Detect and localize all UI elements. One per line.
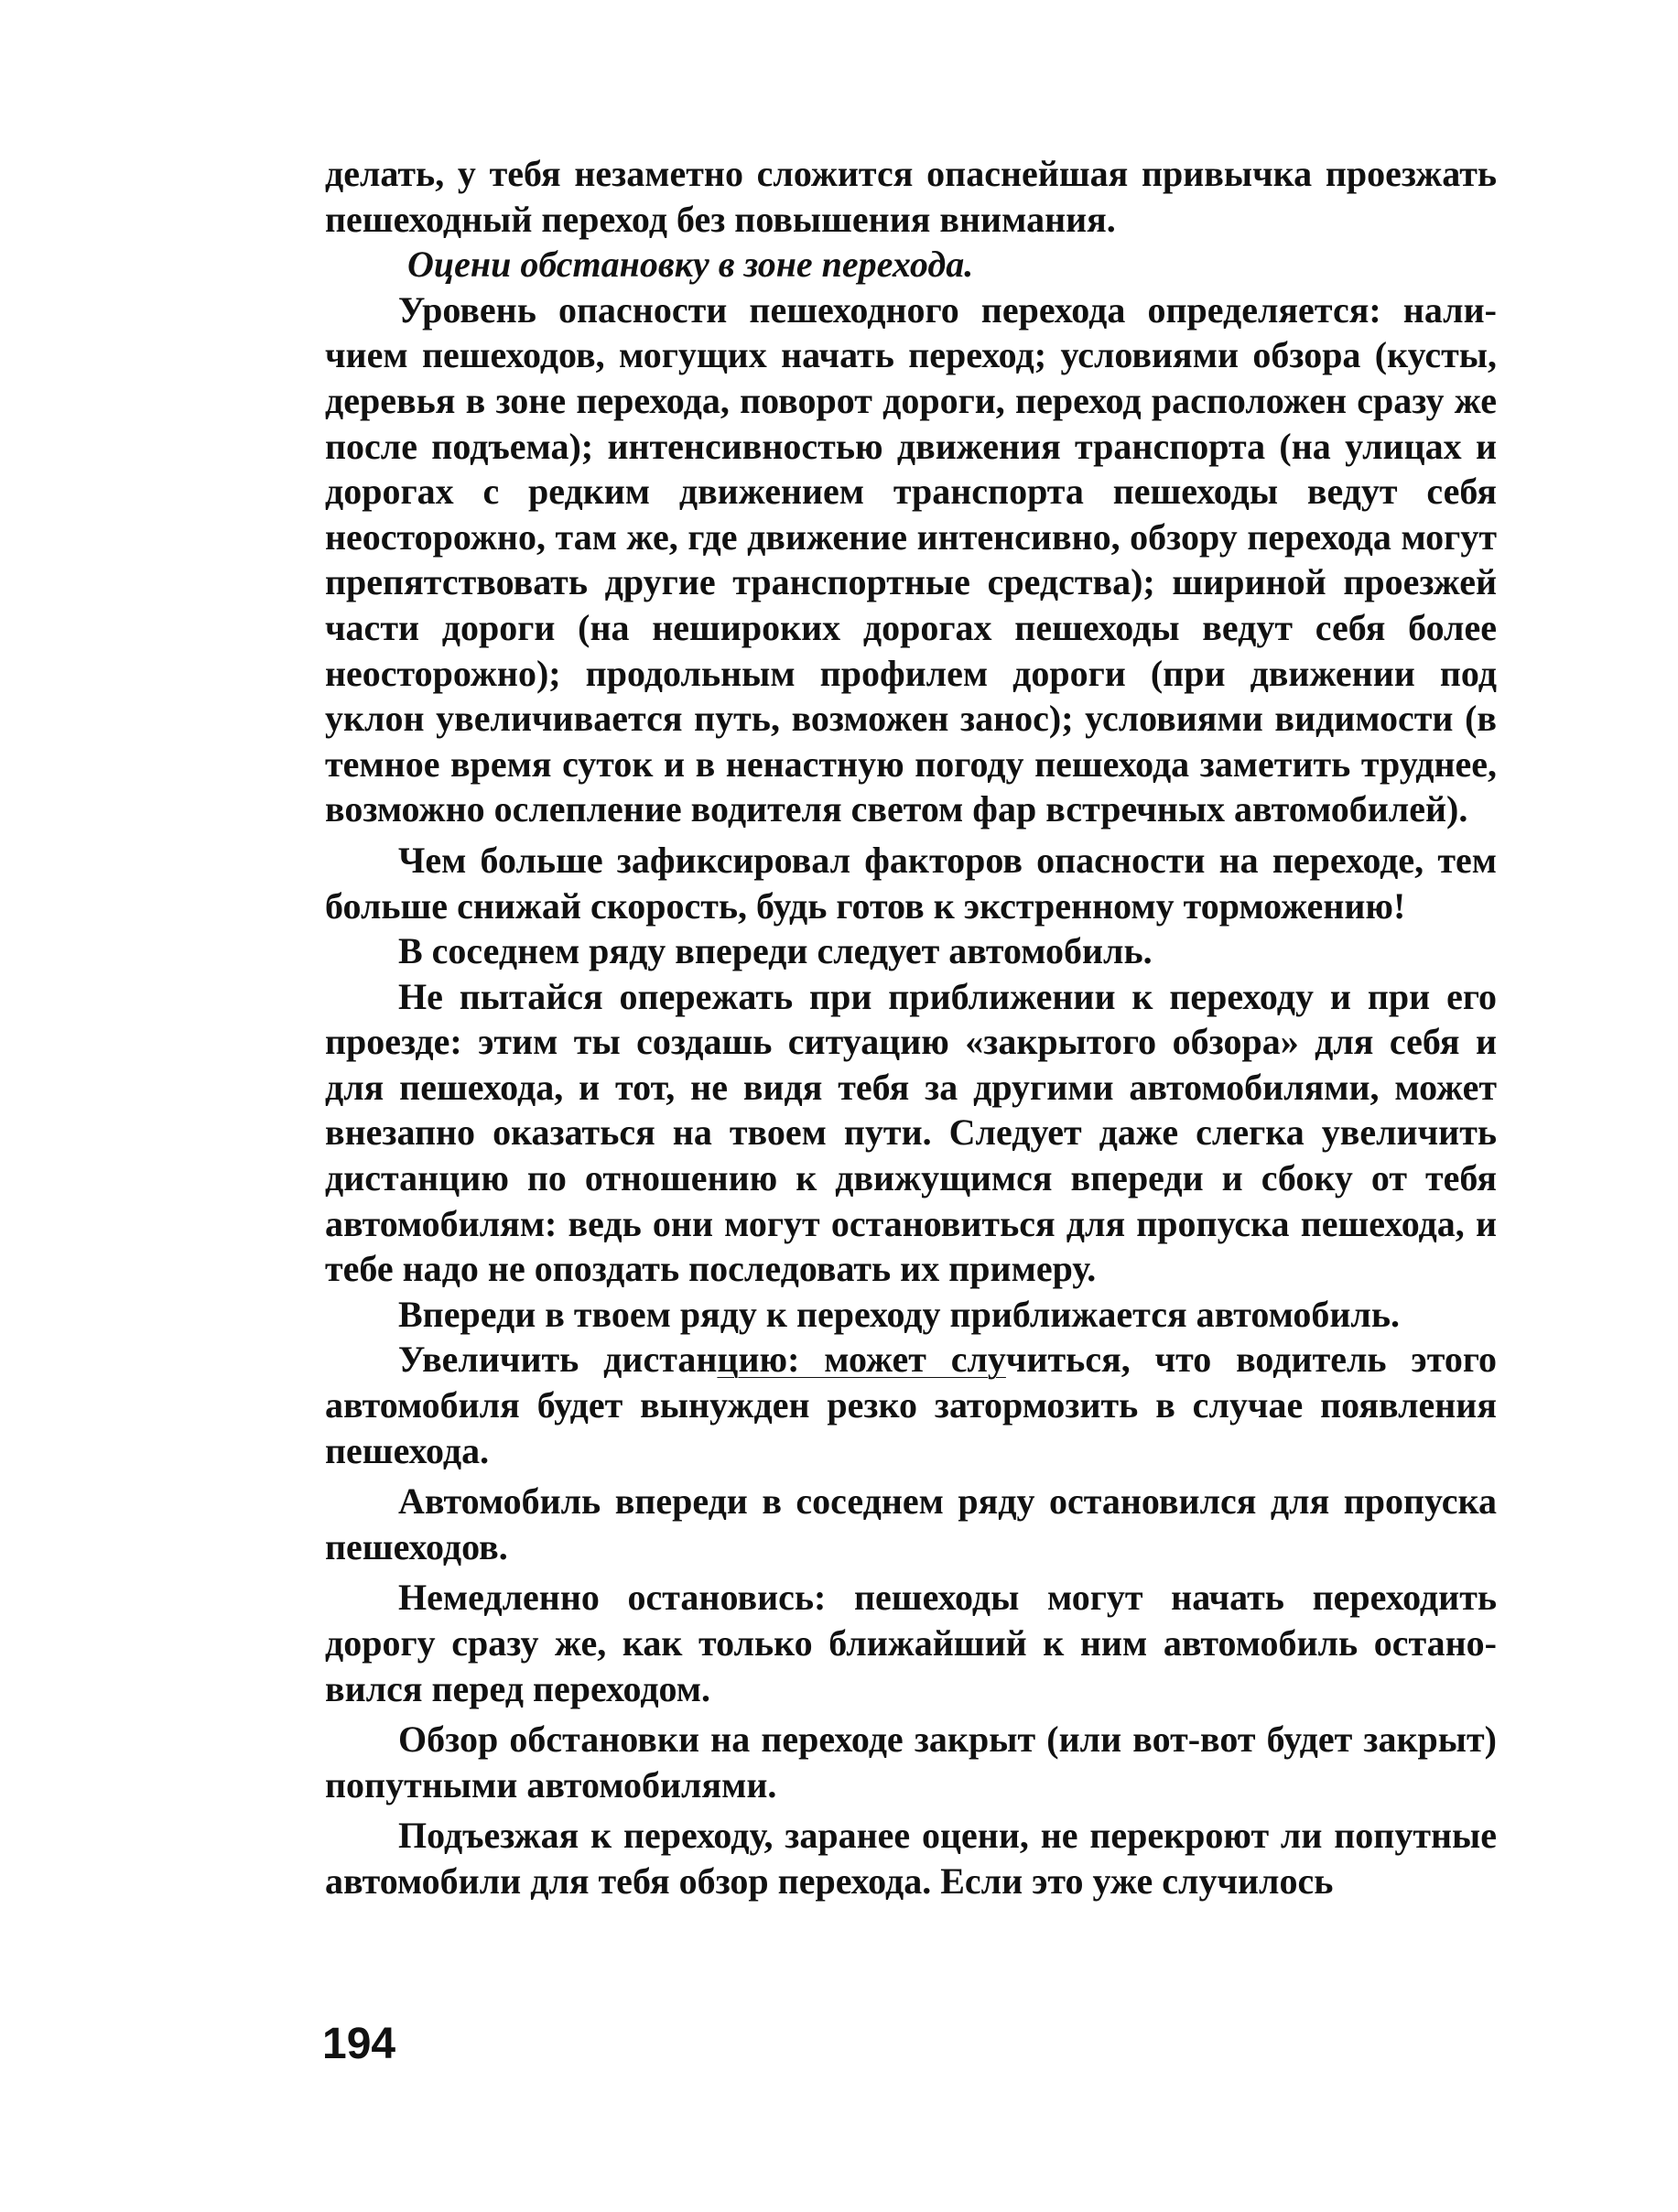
- paragraph-reduce-speed: Чем больше зафиксировал факторов опасности на переходе, тем больше снижай скорость, будь готов к экстренному торможению!: [325, 839, 1497, 927]
- paragraph-car-ahead-same-lane: Впереди в твоем ряду к переходу приближается автомобиль.: [398, 1293, 1400, 1335]
- paragraph-adjacent-lane-car: В соседнем ряду впереди следует автомобиль.: [398, 930, 1153, 972]
- paragraph-do-not-overtake: Не пытайся опережать при приближении к переходу и при его проезде: этим ты создашь ситуацию «закрытого обзора» для себя и для пешехода, и тот, не видя тебя за другими автомобилями, может внезапно оказаться на твоем пути. Следует даже слегка увеличить дистанцию по отношению к движущимся впереди и сбоку от тебя автомобилям: ведь они могут остановиться для пропуска пешехода, и тебе надо не опоздать последовать их примеру.: [325, 975, 1497, 1290]
- increase-distance-start: Увеличить дистан: [398, 1339, 718, 1381]
- italic-heading-assess-situation: Оцени обстановку в зоне перехода.: [407, 244, 974, 286]
- page-number: 194: [322, 2020, 396, 2068]
- paragraph-view-blocked: Обзор обстановки на переходе закрыт (или вот-вот будет закрыт) попутными автомобилями.: [325, 1719, 1497, 1805]
- paragraph-stop-immediately: Немедленно остановись: пешеходы могут начать переходить дорогу сразу же, как только ближайший к ним автомобиль остановился перед переходом.: [325, 1577, 1497, 1709]
- paragraph-car-stopped: Автомобиль впереди в соседнем ряду остановился для пропуска пешеходов.: [325, 1480, 1497, 1567]
- paragraph-increase-distance: [325, 1337, 1497, 1473]
- body-text: [325, 151, 1497, 1904]
- paragraph-approaching-crossing: Подъезжая к переходу, заранее оцени, не перекроют ли попутные автомобили для тебя обзор перехода. Если это уже случилось: [325, 1815, 1497, 1902]
- paragraph-danger-level: Уровень опасности пешеходного перехода определяется: наличием пешеходов, могущих начать переход; условиями обзора (кусты, деревья в зоне перехода, поворот дороги, переход расположен сразу же после подъема); интенсивностью движения транспорта (на улицах и дорогах с редким движением транспорта пешеходы ведут себя неосторожно, там же, где движение интенсивно, обзору перехода могут препятствовать другие транспортные средства); шириной проезжей части дороги (на нешироких дорогах пешеходы ведут себя более неосторожно); продольным профилем дороги (при движении под уклон увеличивается путь, возможен занос); условиями видимости (в темное время суток и в ненастную погоду пешехода заметить труднее, возможно ослепление водителя светом фар встречных автомобилей).: [325, 288, 1497, 830]
- paragraph-continuation: делать, у тебя незаметно сложится опаснейшая привычка проезжать пешеходный переход без повышения внимания.: [325, 153, 1497, 240]
- increase-distance-end: читься, что водитель этого автомобиля будет вынужден резко затормозить в случае появления пешехода.: [325, 1339, 1497, 1471]
- increase-distance-underlined: цию: может слу: [717, 1339, 1006, 1381]
